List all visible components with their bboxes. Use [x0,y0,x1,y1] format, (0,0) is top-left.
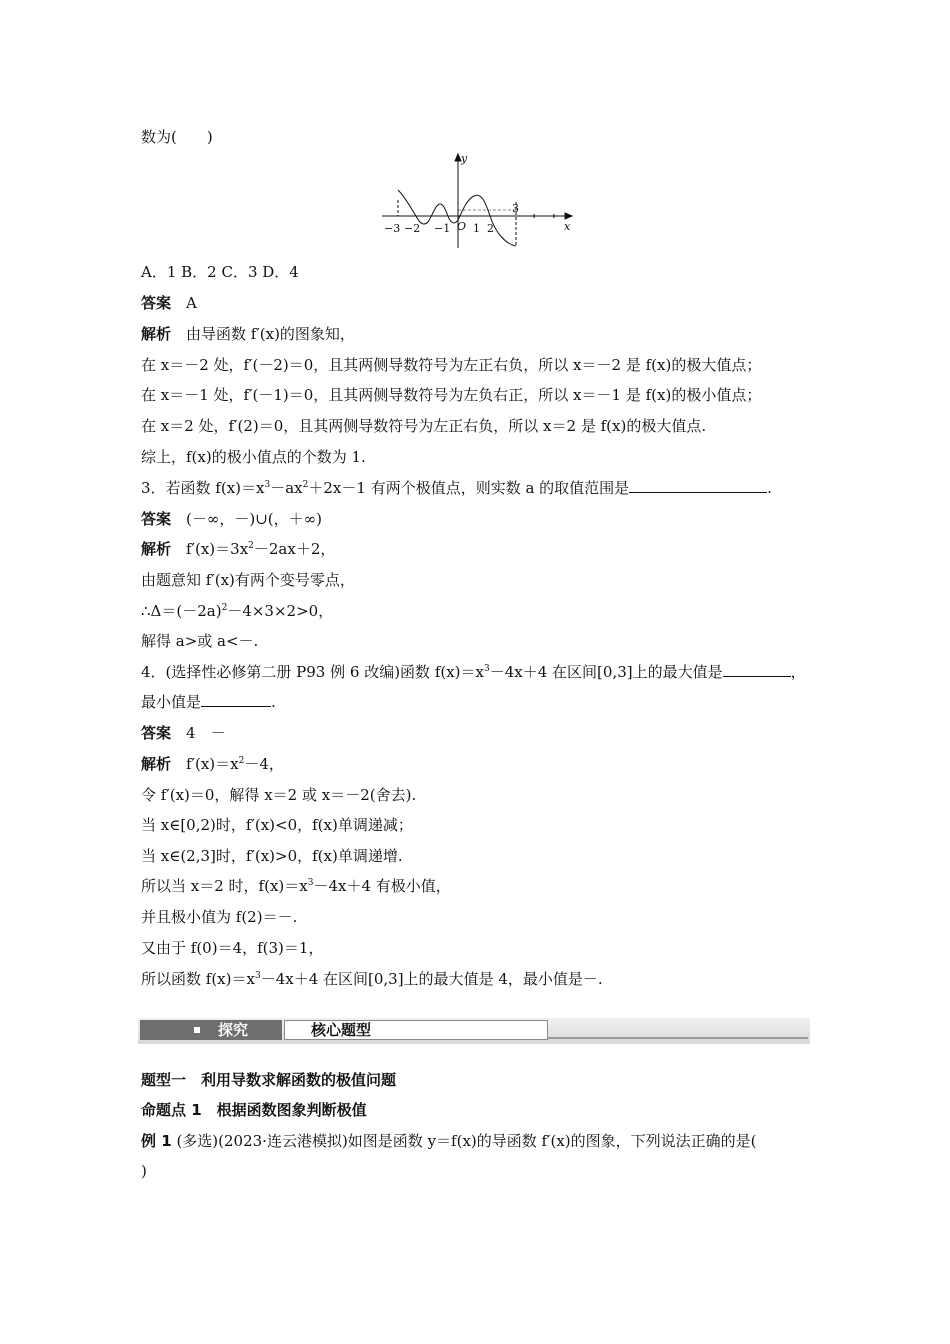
answer-label: 答案 [141,724,172,742]
square-bullet-icon [194,1027,200,1033]
q3-analysis [141,539,335,559]
example-stem [141,1131,757,1151]
q4-analysis-line: 并且极小值为 f(2)＝－. [141,908,298,926]
graph-tick: 2 [487,222,494,235]
text: (多选)(2023·连云港模拟)如图是函数 y＝f(x)的导函数 f′(x)的图象，下列说法正确的是( [176,1132,757,1150]
banner-left [140,1020,282,1040]
sup: 3 [264,480,271,490]
graph-tick: −3 [384,222,401,235]
q3-analysis-line [141,601,333,621]
q4-analysis-line [141,969,603,989]
sup: 3 [307,878,314,888]
sup: 2 [302,480,309,490]
analysis-label: 解析 [141,325,172,343]
graph-origin: O [457,220,467,233]
text: 4．(选择性必修第二册 P93 例 6 改编)函数 f(x)＝x [141,663,484,681]
q3-answer [141,509,322,529]
q4-analysis-line: 当 x∈[0,2)时，f′(x)<0，f(x)单调递减； [141,816,413,834]
graph-tick: 1 [473,222,480,235]
sup: 2 [248,541,254,551]
graph-tick: −2 [404,222,421,235]
text: ＋2x－1 有两个极值点，则实数 a 的取值范围是 [308,479,630,497]
answer-blank[interactable] [201,692,271,707]
text: f′(x)＝x [186,755,239,773]
text: －2ax＋2， [253,540,336,558]
section-banner [138,1018,810,1044]
q4-analysis-line: 令 f′(x)＝0，解得 x＝2 或 x＝－2(舍去). [141,786,417,804]
q2-analysis-line: 综上，f(x)的极小值点的个数为 1. [141,448,366,466]
answer-blank[interactable] [629,478,767,493]
text: f′(x)＝3x [186,540,249,558]
q3-analysis-line: 解得 a>或 a<－. [141,632,259,650]
graph-tick: −1 [434,222,451,235]
text: －4， [244,755,284,773]
answer-blank[interactable] [723,662,791,677]
q3-analysis-line: 由题意知 f′(x)有两个变号零点， [141,571,355,589]
banner-right [284,1020,548,1040]
graph-x-label: x [564,220,571,233]
text: －4x＋4 在区间[0,3]上的最大值是 [489,663,723,681]
text: . [271,693,276,711]
analysis-label: 解析 [141,540,172,558]
derivative-graph [378,150,578,250]
analysis-label: 解析 [141,755,172,773]
text: －ax [270,479,303,497]
sup: 3 [484,664,490,674]
text: ， [790,663,806,681]
q4-stem [141,662,806,682]
text: －4x＋4 在区间[0,3]上的最大值是 4，最小值是－. [260,970,603,988]
text: －4x＋4 有极小值， [313,877,451,895]
point-title: 命题点 1 根据函数图象判断极值 [141,1101,367,1119]
banner-rule [548,1037,808,1039]
q4-analysis-line [141,876,451,896]
text: . [767,479,772,497]
sup: 2 [238,756,245,766]
q2-answer [141,293,197,313]
q4-analysis-line: 又由于 f(0)＝4，f(3)＝1， [141,939,324,957]
text: 最小值是 [141,693,202,711]
answer-value: 4 － [186,724,226,742]
type-title: 题型一 利用导数求解函数的极值问题 [141,1071,397,1089]
q4-analysis-line: 当 x∈(2,3]时，f′(x)>0，f(x)单调递增. [141,847,403,865]
answer-value: (－∞，－)∪(，＋∞) [186,510,322,528]
sup: 3 [254,971,261,981]
text: 所以当 x＝2 时，f(x)＝x [141,877,308,895]
graph-y-label: y [461,152,468,165]
text: 所以函数 f(x)＝x [141,970,255,988]
sup: 2 [221,603,228,613]
answer-value: A [186,294,197,312]
analysis-text: 由导函数 f′(x)的图象知， [186,325,355,343]
q2-analysis-line: 在 x＝2 处，f′(2)＝0，且其两侧导数符号为左正右负，所以 x＝2 是 f(x)的极大值点. [141,417,707,435]
q3-stem [141,478,772,498]
derivative-curve [398,190,516,246]
q2-options: A．1 B．2 C．3 D．4 [141,263,299,281]
text: －4×3×2>0， [227,602,334,620]
banner-right-text: 核心题型 [311,1021,372,1039]
graph-tick: 3 [512,202,519,215]
answer-label: 答案 [141,510,172,528]
q2-analysis-line: 在 x＝－2 处，f′(－2)＝0，且其两侧导数符号为左正右负，所以 x＝－2 是 f(x)的极大值点； [141,356,762,374]
q2-analysis [141,324,355,344]
q2-stem-end: 数为( ) [141,128,213,146]
banner-left-text: 探究 [218,1021,249,1039]
q4-stem-2 [141,692,276,712]
q4-analysis [141,754,284,774]
answer-label: 答案 [141,294,172,312]
example-stem-2: ) [141,1162,147,1180]
text: 3．若函数 f(x)＝x [141,479,265,497]
q2-analysis-line: 在 x＝－1 处，f′(－1)＝0，且其两侧导数符号为左负右正，所以 x＝－1 是 f(x)的极小值点； [141,386,762,404]
example-label: 例 1 [141,1132,172,1150]
q4-answer [141,723,226,743]
text: ∴Δ＝(－2a) [141,602,222,620]
